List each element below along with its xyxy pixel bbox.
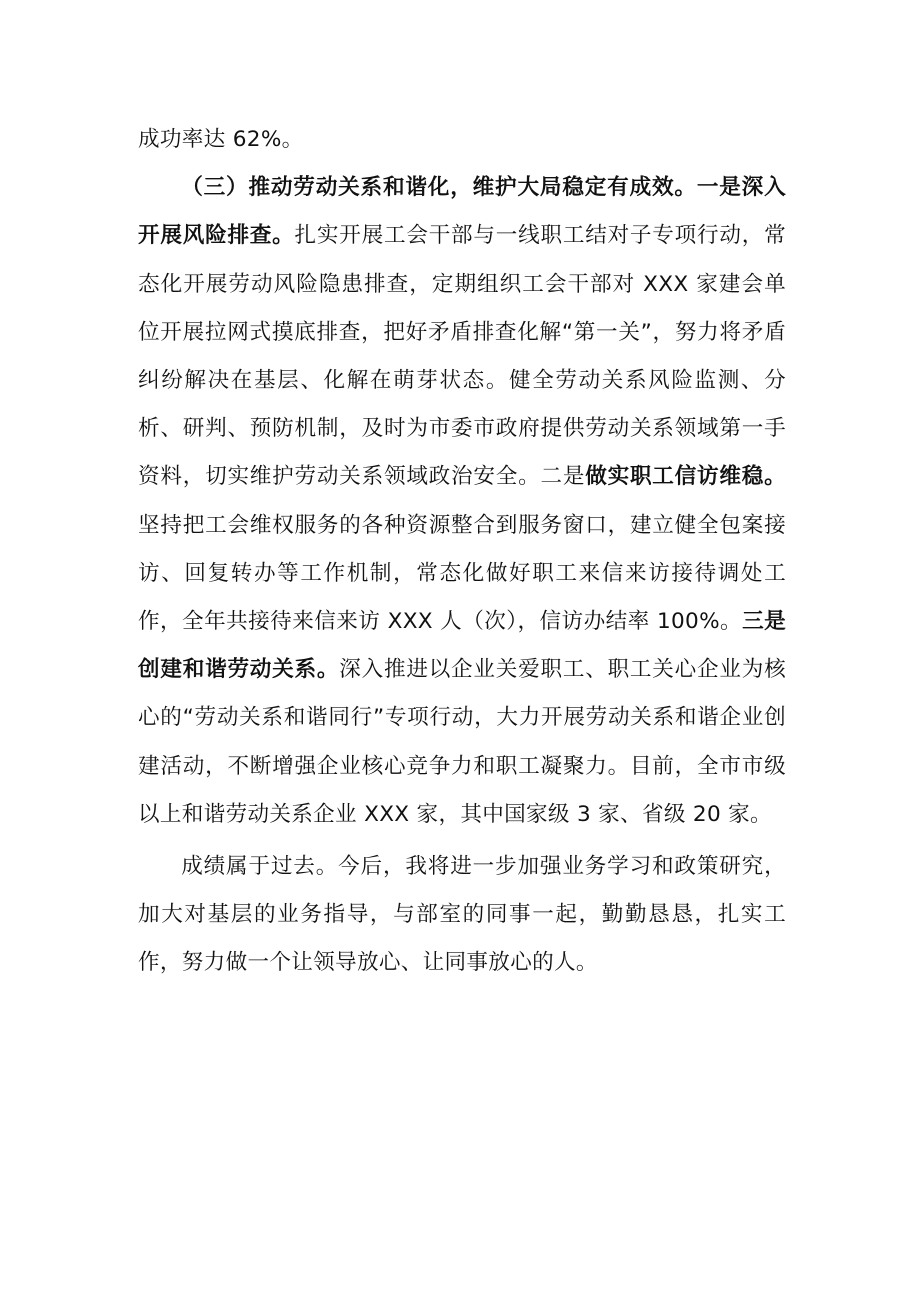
- paragraph-labor-relations: [138, 164, 786, 839]
- bold-lead-1: 一是深入开展风险排查。: [138, 175, 786, 249]
- paragraph-text-2: 坚持把工会维权服务的各种资源整合到服务窗口，建立健全包案接访、回复转办等工作机制，常态化做好职工来信来访接待调处工作，全年共接待来信来访 XXX 人（次），信访办结率 100%。: [138, 512, 786, 635]
- bold-lead-3: 三是创建和谐劳动关系。: [138, 609, 786, 683]
- paragraph-conclusion: [138, 843, 786, 988]
- paragraph-text: 成功率达 62%。: [138, 127, 304, 152]
- paragraph-text: 成绩属于过去。今后，我将进一步加强业务学习和政策研究，加大对基层的业务指导，与部室的同事一起，勤勤恳恳，扎实工作，努力做一个让领导放心、让同事放心的人。: [138, 854, 786, 976]
- document-body: [138, 116, 786, 988]
- paragraph-success-rate: [138, 116, 786, 164]
- section-heading: （三）推动劳动关系和谐化，维护大局稳定有成效。: [181, 175, 697, 201]
- paragraph-text-1: 扎实开展工会干部与一线职工结对子专项行动，常态化开展劳动风险隐患排查，定期组织工会干部对 XXX 家建会单位开展拉网式摸底排查，把好矛盾排查化解“第一关”，努力将矛盾纠纷解决在基层、化解在萌芽状态。健全劳动关系风险监测、分析、研判、预防机制，及时为市委市政府提供劳动关系领域第一手资料，切实维护劳动关系领域政治安全。二是: [138, 223, 786, 490]
- bold-lead-2: 做实职工信访维稳。: [585, 464, 786, 490]
- paragraph-text-3: 深入推进以企业关爱职工、职工关心企业为核心的“劳动关系和谐同行”专项行动，大力开展劳动关系和谐企业创建活动，不断增强企业核心竞争力和职工凝聚力。目前，全市市级以上和谐劳动关系企业 XXX 家，其中国家级 3 家、省级 20 家。: [138, 657, 786, 827]
